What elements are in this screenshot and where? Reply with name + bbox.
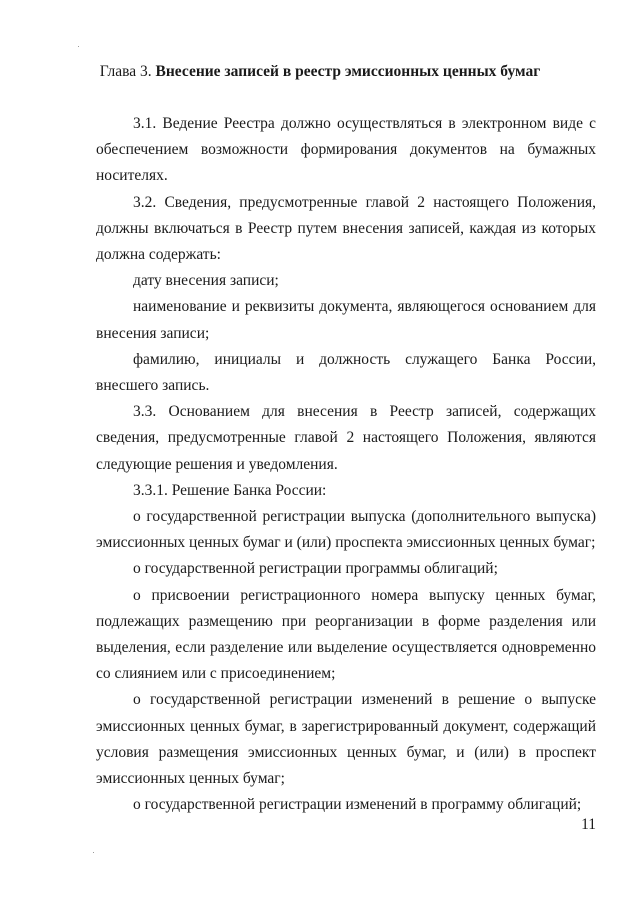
paragraph-3-1: 3.1. Ведение Реестра должно осуществляться в электронном виде с обеспечением возможности формирования документов на бумажных носителях.: [96, 115, 596, 185]
paragraph-3-3: 3.3. Основанием для внесения в Реестр записей, содержащих сведения, предусмотренные главой 2 настоящего Положения, являются следующие решения и уведомления.: [96, 403, 596, 473]
list-item-issue-registration: о государственной регистрации выпуска (дополнительного выпуска) эмиссионных ценных бумаг и (или) проспекта эмиссионных ценных бумаг;: [96, 508, 596, 552]
scan-speck: [78, 46, 79, 47]
chapter-number: Глава 3.: [99, 63, 152, 80]
chapter-heading: [0, 62, 640, 82]
document-body: [96, 111, 596, 818]
list-item-changes-registration: о государственной регистрации изменений в решение о выпуске эмиссионных ценных бумаг, в зарегистрированный документ, содержащий условия размещения эмиссионных ценных бумаг, и (или) в проспект эмиссионных ценных бумаг;: [96, 691, 596, 788]
page-number: 11: [581, 816, 596, 833]
scan-speck: [95, 383, 96, 384]
list-item-registration-number: о присвоении регистрационного номера выпуску ценных бумаг, подлежащих размещению при реорганизации в форме разделения или выделения, если разделение или выделение осуществляется одновременно со слиянием или с присоединением;: [96, 586, 596, 683]
paragraph-3-2: 3.2. Сведения, предусмотренные главой 2 настоящего Положения, должны включаться в Реестр путем внесения записей, каждая из которых должна содержать:: [96, 193, 596, 264]
list-item-record-date: дату внесения записи;: [133, 272, 279, 290]
scan-speck: [93, 852, 94, 853]
list-item-bond-program-registration: о государственной регистрации программы облигаций;: [133, 560, 498, 578]
list-item-document-details: наименование и реквизиты документа, являющегося основанием для внесения записи;: [96, 298, 596, 342]
list-item-employee-info: фамилию, инициалы и должность служащего Банка России, внесшего запись.: [96, 350, 596, 395]
list-item-bond-program-changes: о государственной регистрации изменений в программу облигаций;: [133, 796, 582, 814]
chapter-title: Внесение записей в реестр эмиссионных ценных бумаг: [155, 63, 541, 80]
paragraph-3-3-1: 3.3.1. Решение Банка России:: [133, 481, 327, 499]
